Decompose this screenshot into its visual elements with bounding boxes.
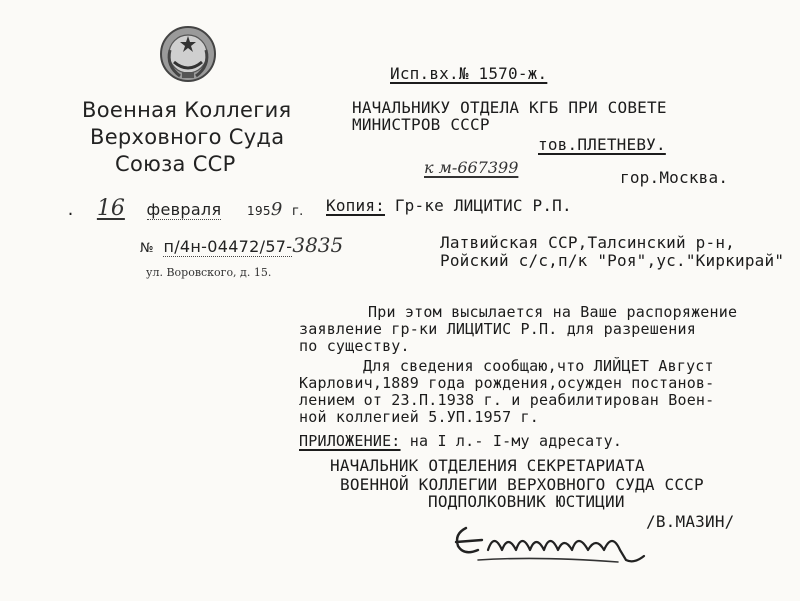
date-year-suffix: 9 xyxy=(270,199,283,220)
date-line: . 16 февраля 1959 г. xyxy=(66,196,304,221)
number-handwritten: 3835 xyxy=(292,233,344,257)
addressee-line-3: тов.ПЛЕТНЕВУ. xyxy=(538,135,666,154)
body-p2-line-3: лением от 23.П.1938 г. и реабилитирован Воен- xyxy=(299,391,715,409)
addressee-line-1: НАЧАЛЬНИКУ ОТДЕЛА КГБ ПРИ СОВЕТЕ xyxy=(352,98,667,117)
attachment-text: на I л.- I-му адресату. xyxy=(409,432,623,450)
sender-address-note: ул. Воровского, д. 15. xyxy=(146,266,272,279)
date-day: 16 xyxy=(96,196,125,221)
body-p1-line-3: по существу. xyxy=(299,337,410,355)
copy-label: Копия: xyxy=(326,196,385,215)
signatory-name: /В.МАЗИН/ xyxy=(646,512,735,531)
date-month: февраля xyxy=(146,200,222,219)
body-p1-line-1: При этом высылается на Ваше распоряжение xyxy=(368,303,738,321)
date-suffix: г. xyxy=(291,204,304,219)
signatory-line-3: ПОДПОЛКОВНИК ЮСТИЦИИ xyxy=(428,492,625,511)
body-p2-line-1: Для сведения сообщаю,что ЛИЙЦЕТ Август xyxy=(363,357,714,375)
sender-line-2: Верховного Суда xyxy=(90,125,285,149)
attachment-label: ПРИЛОЖЕНИЕ: xyxy=(299,432,401,450)
copy-recipient: Гр-ке ЛИЦИТИС Р.П. xyxy=(394,196,572,215)
handwritten-reference: к м-667399 xyxy=(424,158,519,177)
signature-icon xyxy=(448,520,648,566)
sender-line-1: Военная Коллегия xyxy=(82,98,292,122)
sender-line-3: Союза ССР xyxy=(115,152,236,176)
copy-address-2: Ройский с/с,п/к "Роя",ус."Киркирай" xyxy=(440,251,785,270)
copy-line xyxy=(326,196,572,215)
document-number xyxy=(140,233,343,257)
body-p2-line-4: ной коллегией 5.УП.1957 г. xyxy=(299,408,539,426)
addressee-city: гор.Москва. xyxy=(620,168,729,187)
incoming-reference: Исп.вх.№ 1570-ж. xyxy=(390,64,548,83)
signatory-line-2: ВОЕННОЙ КОЛЛЕГИИ ВЕРХОВНОГО СУДА СССР xyxy=(340,475,704,494)
signatory-line-1: НАЧАЛЬНИК ОТДЕЛЕНИЯ СЕКРЕТАРИАТА xyxy=(330,456,645,475)
addressee-line-2: МИНИСТРОВ СССР xyxy=(352,115,490,134)
body-p1-line-2: заявление гр-ки ЛИЦИТИС Р.П. для разрешения xyxy=(299,320,696,338)
copy-address-1: Латвийская ССР,Талсинский р-н, xyxy=(440,233,735,252)
number-prefix: № xyxy=(140,241,154,256)
attachment-line xyxy=(299,431,622,451)
ussr-emblem-icon xyxy=(156,22,220,86)
date-year-prefix: 195 xyxy=(247,204,271,218)
body-p2-line-2: Карлович,1889 года рождения,осужден постанов- xyxy=(299,374,715,392)
number-value: п/4н-04472/57- xyxy=(163,237,293,256)
